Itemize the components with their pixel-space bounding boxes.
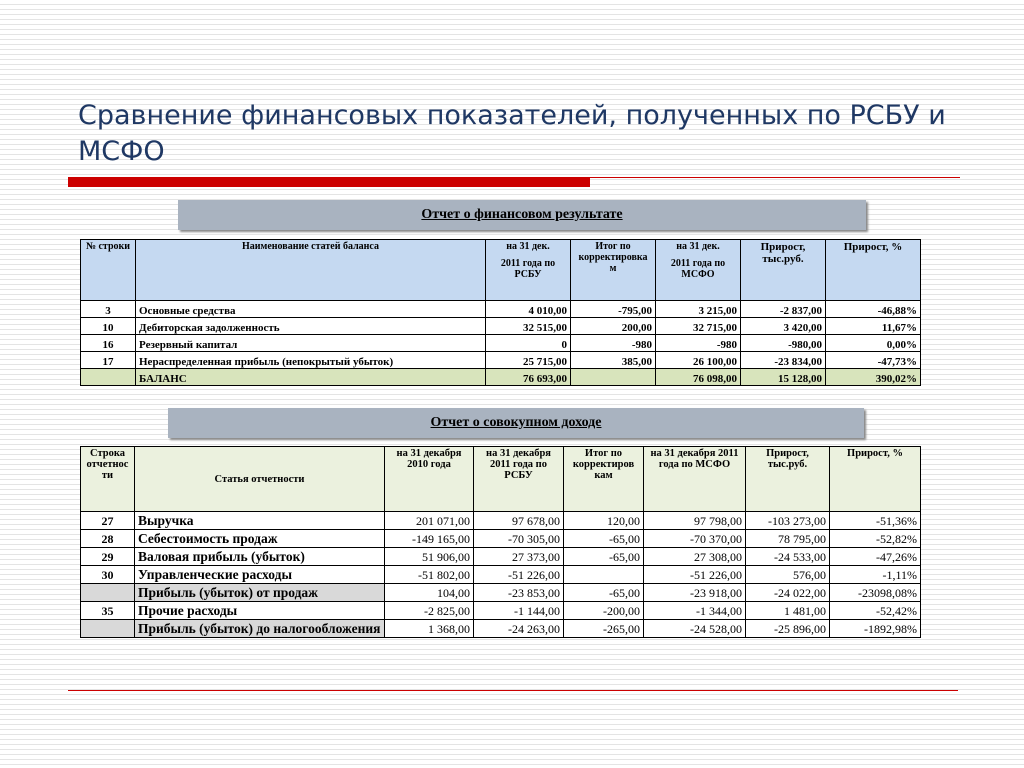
cell-name: Нераспределенная прибыль (непокрытый убыток): [136, 352, 486, 369]
table-row: [81, 566, 921, 584]
cell-rsbu: 27 373,00: [474, 548, 564, 566]
cell-num: 28: [81, 530, 135, 548]
cell-num: 27: [81, 512, 135, 530]
cell-msfo: 27 308,00: [644, 548, 746, 566]
title-underline-thin: [590, 177, 960, 178]
table-row: [81, 512, 921, 530]
cell-name: Прочие расходы: [135, 602, 385, 620]
cell-inc: 576,00: [746, 566, 830, 584]
cell-name: Валовая прибыль (убыток): [135, 548, 385, 566]
financial-result-banner: Отчет о финансовом результате: [178, 200, 866, 230]
comprehensive-income-table: [80, 446, 921, 638]
cell-pct: 0,00%: [826, 335, 921, 352]
cell-rsbu: -1 144,00: [474, 602, 564, 620]
cell-adj: 200,00: [571, 318, 656, 335]
header-cell: на 31 декабря 2011 года по РСБУ: [474, 447, 564, 512]
table-row: [81, 318, 921, 335]
cell-num: 29: [81, 548, 135, 566]
header-cell: Прирост, %: [830, 447, 921, 512]
cell-num: 16: [81, 335, 136, 352]
cell-2010: 201 071,00: [385, 512, 474, 530]
cell-pct: 390,02%: [826, 369, 921, 386]
comprehensive-income-banner: Отчет о совокупном доходе: [168, 408, 864, 438]
table-header-row: [81, 240, 921, 301]
header-cell: Прирост, %: [826, 240, 921, 301]
table-row: [81, 352, 921, 369]
cell-inc: 1 481,00: [746, 602, 830, 620]
cell-pct: -47,73%: [826, 352, 921, 369]
cell-inc: -24 533,00: [746, 548, 830, 566]
cell-name: Дебиторская задолженность: [136, 318, 486, 335]
cell-num: [81, 584, 135, 602]
cell-name: БАЛАНС: [136, 369, 486, 386]
cell-pct: -51,36%: [830, 512, 921, 530]
table-row: [81, 335, 921, 352]
cell-2010: 104,00: [385, 584, 474, 602]
cell-pct: -1,11%: [830, 566, 921, 584]
header-cell: Статья отчетности: [135, 447, 385, 512]
header-cell: на 31 декабря 2011 года по МСФО: [644, 447, 746, 512]
cell-num: 35: [81, 602, 135, 620]
table-row-subtotal: [81, 584, 921, 602]
header-cell: на 31 декабря 2010 года: [385, 447, 474, 512]
financial-result-table: [80, 239, 921, 386]
cell-rsbu: 0: [486, 335, 571, 352]
title-underline-bar: [68, 177, 590, 187]
header-cell: Прирост, тыс.руб.: [741, 240, 826, 301]
cell-adj: -65,00: [564, 548, 644, 566]
cell-2010: 1 368,00: [385, 620, 474, 638]
header-cell: Прирост, тыс.руб.: [746, 447, 830, 512]
cell-inc: -2 837,00: [741, 301, 826, 318]
cell-msfo: 3 215,00: [656, 301, 741, 318]
cell-inc: 15 128,00: [741, 369, 826, 386]
cell-adj: [564, 566, 644, 584]
cell-msfo: -51 226,00: [644, 566, 746, 584]
cell-msfo: -23 918,00: [644, 584, 746, 602]
table-row-subtotal: [81, 620, 921, 638]
table-header-row: [81, 447, 921, 512]
cell-name: Прибыль (убыток) от продаж: [135, 584, 385, 602]
cell-name: Прибыль (убыток) до налогообложения: [135, 620, 385, 638]
cell-rsbu: -24 263,00: [474, 620, 564, 638]
cell-num: 17: [81, 352, 136, 369]
cell-adj: -795,00: [571, 301, 656, 318]
cell-msfo: 32 715,00: [656, 318, 741, 335]
table-row: [81, 530, 921, 548]
cell-num: [81, 369, 136, 386]
cell-inc: -24 022,00: [746, 584, 830, 602]
cell-name: Основные средства: [136, 301, 486, 318]
header-cell: на 31 дек. 2011 года по РСБУ: [486, 240, 571, 301]
cell-2010: 51 906,00: [385, 548, 474, 566]
cell-rsbu: -70 305,00: [474, 530, 564, 548]
header-cell: № строки: [81, 240, 136, 301]
cell-rsbu: 76 693,00: [486, 369, 571, 386]
table-row: [81, 301, 921, 318]
cell-adj: 385,00: [571, 352, 656, 369]
cell-msfo: 76 098,00: [656, 369, 741, 386]
cell-msfo: -980: [656, 335, 741, 352]
cell-inc: -23 834,00: [741, 352, 826, 369]
cell-pct: -23098,08%: [830, 584, 921, 602]
header-cell: Итог по корректировка м: [571, 240, 656, 301]
slide-title: Сравнение финансовых показателей, полученных по РСБУ и МСФО: [78, 100, 946, 167]
header-cell: Наименование статей баланса: [136, 240, 486, 301]
cell-num: [81, 620, 135, 638]
cell-num: 3: [81, 301, 136, 318]
cell-msfo: 26 100,00: [656, 352, 741, 369]
cell-adj: [571, 369, 656, 386]
footer-rule: [68, 690, 958, 691]
cell-inc: -980,00: [741, 335, 826, 352]
cell-pct: -52,42%: [830, 602, 921, 620]
cell-name: Выручка: [135, 512, 385, 530]
cell-inc: -103 273,00: [746, 512, 830, 530]
cell-name: Управленческие расходы: [135, 566, 385, 584]
cell-pct: -1892,98%: [830, 620, 921, 638]
cell-num: 30: [81, 566, 135, 584]
cell-msfo: 97 798,00: [644, 512, 746, 530]
cell-pct: -47,26%: [830, 548, 921, 566]
cell-pct: 11,67%: [826, 318, 921, 335]
header-cell: Итог по корректиров кам: [564, 447, 644, 512]
cell-adj: -65,00: [564, 530, 644, 548]
cell-rsbu: -51 226,00: [474, 566, 564, 584]
cell-num: 10: [81, 318, 136, 335]
header-cell: на 31 дек. 2011 года по МСФО: [656, 240, 741, 301]
cell-adj: -200,00: [564, 602, 644, 620]
table-row: [81, 548, 921, 566]
cell-adj: -65,00: [564, 584, 644, 602]
cell-rsbu: 32 515,00: [486, 318, 571, 335]
cell-msfo: -70 370,00: [644, 530, 746, 548]
header-cell: Строка отчетнос ти: [81, 447, 135, 512]
table-row-balance: [81, 369, 921, 386]
cell-inc: 3 420,00: [741, 318, 826, 335]
cell-pct: -52,82%: [830, 530, 921, 548]
cell-msfo: -1 344,00: [644, 602, 746, 620]
table-row: [81, 602, 921, 620]
cell-adj: -265,00: [564, 620, 644, 638]
cell-rsbu: 25 715,00: [486, 352, 571, 369]
cell-inc: -25 896,00: [746, 620, 830, 638]
cell-pct: -46,88%: [826, 301, 921, 318]
cell-adj: -980: [571, 335, 656, 352]
cell-inc: 78 795,00: [746, 530, 830, 548]
cell-rsbu: -23 853,00: [474, 584, 564, 602]
cell-name: Резервный капитал: [136, 335, 486, 352]
cell-adj: 120,00: [564, 512, 644, 530]
cell-2010: -2 825,00: [385, 602, 474, 620]
cell-2010: -51 802,00: [385, 566, 474, 584]
cell-msfo: -24 528,00: [644, 620, 746, 638]
cell-rsbu: 97 678,00: [474, 512, 564, 530]
cell-2010: -149 165,00: [385, 530, 474, 548]
cell-name: Себестоимость продаж: [135, 530, 385, 548]
cell-rsbu: 4 010,00: [486, 301, 571, 318]
